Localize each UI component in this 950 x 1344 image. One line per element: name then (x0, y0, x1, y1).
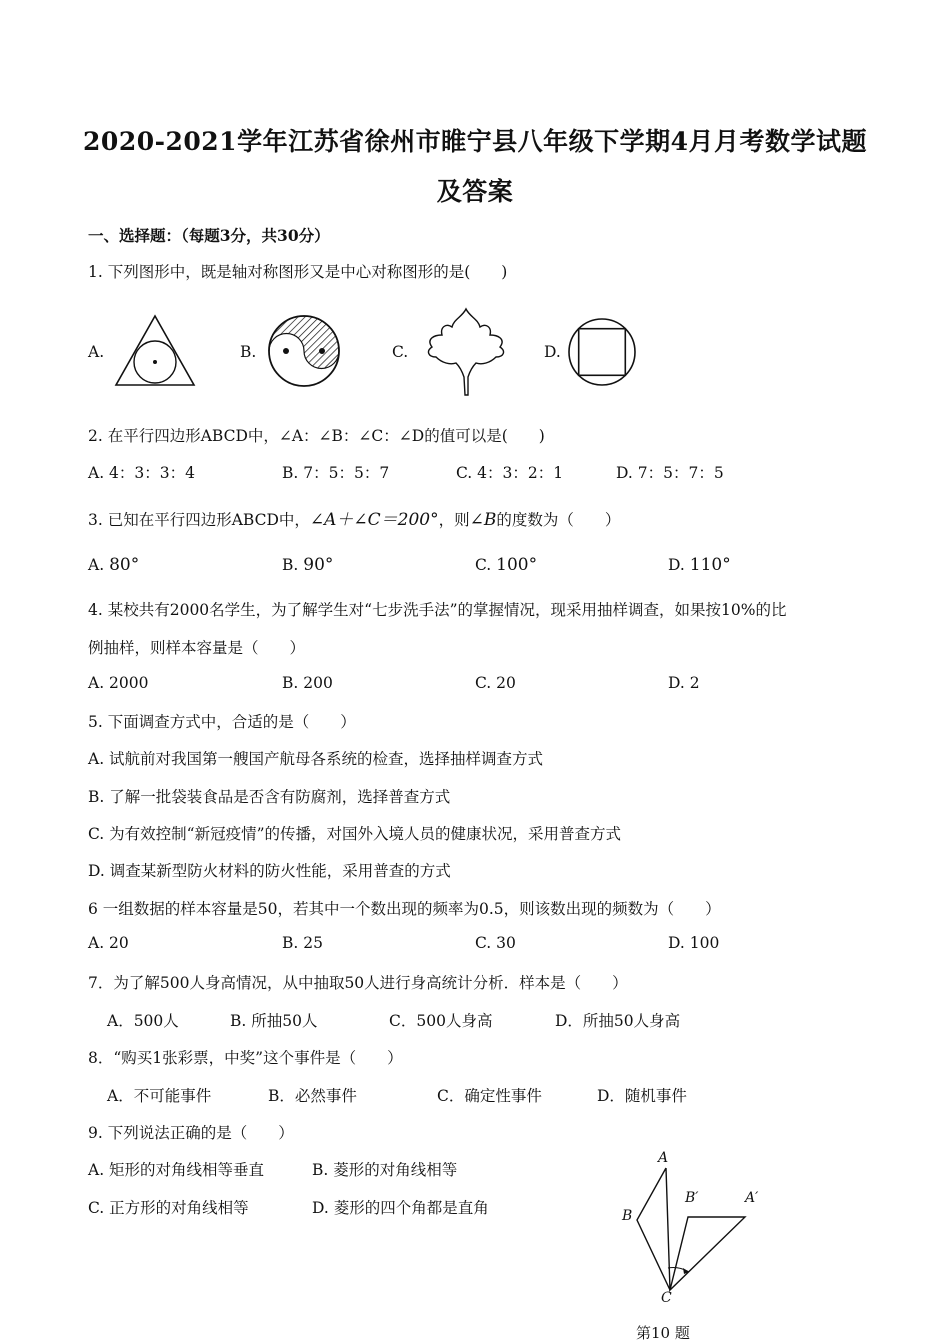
q1-label-b: B. (240, 343, 257, 361)
q9-option-b: B. 菱形的对角线相等 (312, 1161, 458, 1179)
point-c-label: C (661, 1290, 672, 1306)
q3-option-d (668, 555, 731, 575)
q5-option-d: D. 调查某新型防火材料的防火性能，采用普查的方式 (88, 862, 451, 880)
q3-stem-suffix: 的度数为（ ） (496, 511, 621, 529)
q4-option-c: C. 20 (475, 674, 516, 692)
q2-option-a: A. 4：3：3：4 (88, 464, 195, 482)
q6-option-c: C. 30 (475, 934, 516, 952)
q1-label-c: C. (392, 343, 409, 361)
q3-option-a-label: A. (88, 556, 105, 574)
q9-option-d: D. 菱形的四个角都是直角 (312, 1199, 489, 1217)
q3-option-c-value: 100° (496, 555, 538, 575)
q3-option-c (475, 555, 537, 575)
q9-option-a: A. 矩形的对角线相等垂直 (88, 1161, 265, 1179)
q3-option-d-value: 110° (689, 555, 731, 575)
q8-option-d: D．随机事件 (597, 1087, 687, 1105)
q2-stem: 2. 在平行四边形ABCD中，∠A：∠B：∠C：∠D的值可以是( ) (88, 427, 545, 445)
q6-option-d: D. 100 (668, 934, 720, 952)
q7-option-a: A．500人 (107, 1012, 179, 1030)
point-b-label: B (622, 1208, 633, 1224)
triangle-circle-figure (112, 312, 198, 388)
q4-option-a: A. 2000 (88, 674, 149, 692)
q6-stem: 6 一组数据的样本容量是50，若其中一个数出现的频率为0.5，则该数出现的频数为（ ） (88, 900, 721, 918)
q2-option-c: C. 4：3：2：1 (456, 464, 564, 482)
q7-option-c: C．500人身高 (389, 1012, 493, 1030)
document-title-line1: 2020-2021学年江苏省徐州市睢宁县八年级下学期4月月考数学试题 (83, 127, 867, 156)
q8-option-b: B．必然事件 (268, 1087, 357, 1105)
q5-option-b: B. 了解一批袋装食品是否含有防腐剂，选择普查方式 (88, 788, 451, 806)
q8-option-c: C．确定性事件 (437, 1087, 542, 1105)
q5-stem: 5. 下面调查方式中，合适的是（ ） (88, 713, 356, 731)
q3-angle-sum: ∠A＋∠C＝200° (309, 510, 439, 530)
q1-label-a: A. (88, 343, 105, 361)
q3-option-b-value: 90° (303, 555, 334, 575)
q3-option-d-label: D. (668, 556, 685, 574)
q1-stem: 1. 下列图形中，既是轴对称图形又是中心对称图形的是( ) (88, 263, 508, 281)
rotation-figure (615, 1150, 775, 1310)
figure-caption: 第10 题 (636, 1324, 690, 1342)
q6-option-b: B. 25 (282, 934, 323, 952)
q3-angle-b: ∠B (469, 510, 497, 530)
q3-stem (88, 505, 620, 530)
point-a-prime-label: A′ (745, 1190, 759, 1206)
yin-yang-figure (265, 314, 345, 388)
q2-option-b: B. 7：5：5：7 (282, 464, 390, 482)
point-a-label: A (658, 1150, 669, 1166)
q8-option-a: A．不可能事件 (107, 1087, 212, 1105)
q3-option-b (282, 555, 333, 575)
q3-option-a (88, 555, 139, 575)
document-title-line2: 及答案 (436, 177, 514, 206)
circle-square-figure (566, 316, 638, 388)
q9-option-c: C. 正方形的对角线相等 (88, 1199, 249, 1217)
q5-option-a: A. 试航前对我国第一艘国产航母各系统的检查，选择抽样调查方式 (88, 750, 544, 768)
q4-option-d: D. 2 (668, 674, 700, 692)
q4-stem-line2: 例抽样，则样本容量是（ ） (88, 639, 306, 657)
q3-stem-prefix: 3. 已知在平行四边形ABCD中， (88, 511, 310, 529)
q7-option-b: B. 所抽50人 (230, 1012, 318, 1030)
q7-option-d: D．所抽50人身高 (555, 1012, 681, 1030)
q4-stem-line1: 4. 某校共有2000名学生，为了解学生对“七步洗手法”的掌握情况，现采用抽样调查，如果按10%的比 (88, 601, 787, 619)
q5-option-c: C. 为有效控制“新冠疫情”的传播，对国外入境人员的健康状况，采用普查方式 (88, 825, 622, 843)
point-b-prime-label: B′ (685, 1190, 699, 1206)
q2-option-d: D. 7：5：7：5 (616, 464, 724, 482)
q1-label-d: D. (544, 343, 561, 361)
maple-leaf-figure (420, 305, 512, 397)
q4-option-b: B. 200 (282, 674, 333, 692)
q3-option-c-label: C. (475, 556, 492, 574)
q3-option-a-value: 80° (109, 555, 140, 575)
q6-option-a: A. 20 (88, 934, 129, 952)
q3-stem-mid: ，则 (438, 511, 470, 529)
q7-stem: 7．为了解500人身高情况，从中抽取50人进行身高统计分析．样本是（ ） (88, 974, 628, 992)
q8-stem: 8．“购买1张彩票，中奖”这个事件是（ ） (88, 1049, 403, 1067)
section-heading: 一、选择题：（每题3分，共30分） (88, 226, 330, 245)
q3-option-b-label: B. (282, 556, 299, 574)
q9-stem: 9. 下列说法正确的是（ ） (88, 1124, 294, 1142)
